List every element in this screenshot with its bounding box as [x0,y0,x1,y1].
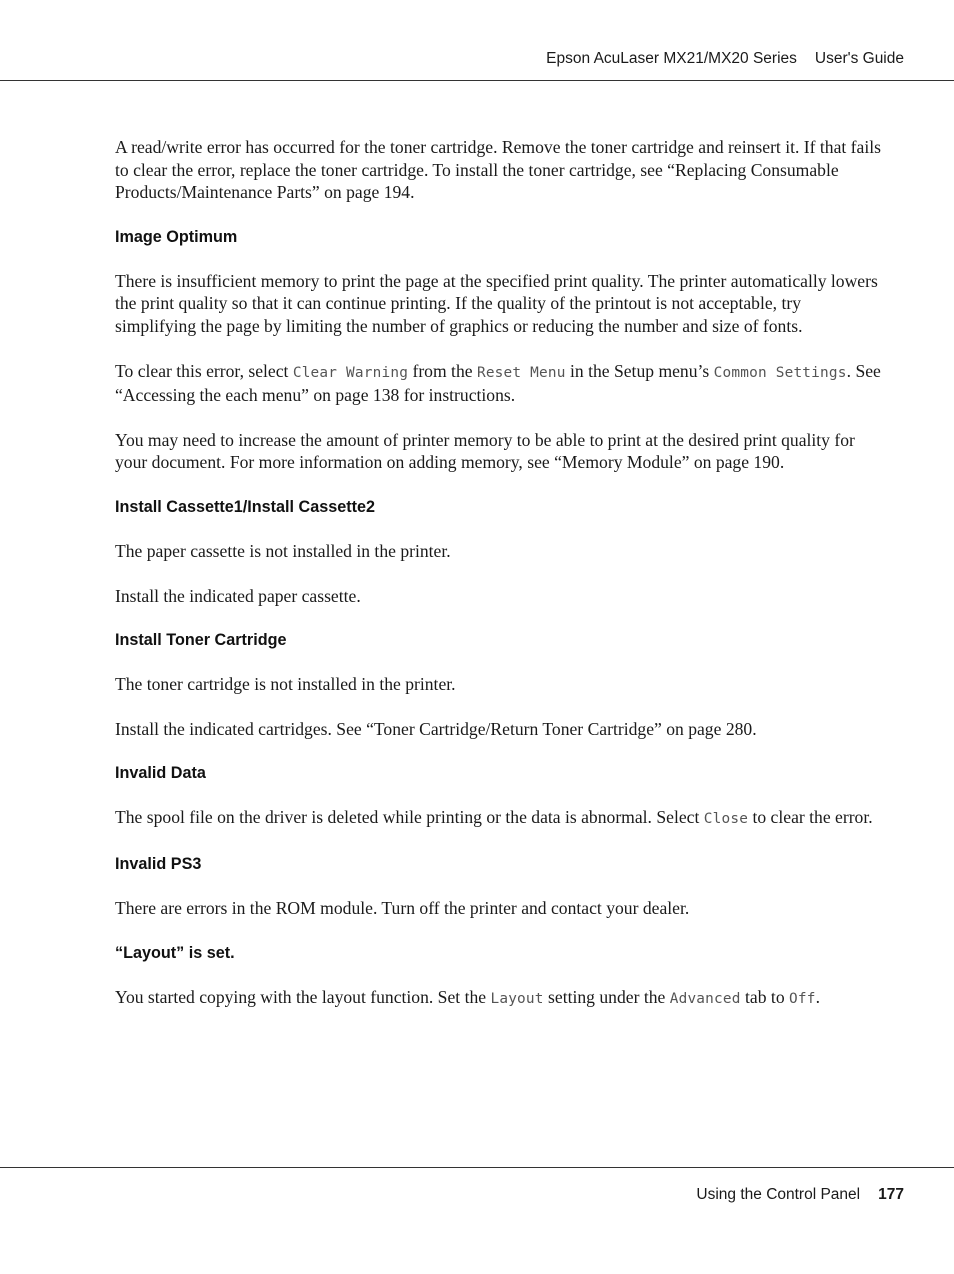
text-span: in the Setup menu’s [565,360,714,381]
text-span: . [815,986,821,1007]
running-footer [696,1186,904,1204]
image-optimum-paragraph-1: There is insufficient memory to print the page at the specified print quality. The printer automatically lowers the print quality so that it can continue printing. If the quality of the printout is not acceptable, try simplifying the page by limiting the number of graphics or reducing the number and size of fonts. [115,270,878,336]
text-span: from the [408,360,477,381]
page-number: 177 [878,1186,904,1203]
menu-reset-menu: Reset Menu [476,364,566,381]
setting-layout: Layout [490,990,544,1007]
heading-image-optimum: Image Optimum [115,227,238,246]
invalid-data-paragraph [115,806,885,831]
header-rule [0,80,954,81]
layout-set-paragraph [115,986,885,1011]
heading-invalid-data: Invalid Data [115,764,206,783]
image-optimum-paragraph-2 [115,360,885,407]
heading-layout-set: “Layout” is set. [115,943,235,962]
heading-invalid-ps3: Invalid PS3 [115,854,202,873]
header-guide: User's Guide [814,50,904,67]
header-product: Epson AcuLaser MX21/MX20 Series [546,50,797,67]
menu-item-close: Close [703,811,749,828]
value-off: Off [789,990,816,1007]
text-span: to clear the error. [748,807,873,828]
footer-rule [0,1167,954,1168]
heading-install-toner: Install Toner Cartridge [115,631,287,650]
text-span: . See “Accessing the each menu” on page 138 for instructions. [115,360,881,406]
footer-section: Using the Control Panel [696,1186,861,1203]
tab-advanced: Advanced [669,990,741,1007]
text-span: You started copying with the layout function. Set the [115,986,491,1007]
menu-item-clear-warning: Clear Warning [292,364,409,381]
image-optimum-paragraph-3: You may need to increase the amount of printer memory to be able to print at the desired print quality for your document. For more information on adding memory, see “Memory Module” on page 190. [115,429,855,473]
text-span: The spool file on the driver is deleted while printing or the data is abnormal. Select [115,807,704,828]
install-toner-paragraph-1: The toner cartridge is not installed in the printer. [115,674,456,695]
text-span: tab to [740,986,790,1007]
page-body [115,136,885,1032]
intro-paragraph: A read/write error has occurred for the toner cartridge. Remove the toner cartridge and reinsert it. If that fails to clear the error, replace the toner cartridge. To install the toner cartridge, see “Replacing Consumable Products/Maintenance Parts” on page 194. [115,137,881,203]
install-toner-paragraph-2: Install the indicated cartridges. See “Toner Cartridge/Return Toner Cartridge” on page 280. [115,718,757,739]
menu-common-settings: Common Settings [713,364,847,381]
text-span: setting under the [543,986,670,1007]
install-cassette-paragraph-1: The paper cassette is not installed in the printer. [115,540,451,561]
install-cassette-paragraph-2: Install the indicated paper cassette. [115,585,361,606]
running-header [546,50,904,68]
text-span: To clear this error, select [115,360,293,381]
invalid-ps3-paragraph: There are errors in the ROM module. Turn off the printer and contact your dealer. [115,897,690,918]
heading-install-cassette: Install Cassette1/Install Cassette2 [115,497,376,516]
